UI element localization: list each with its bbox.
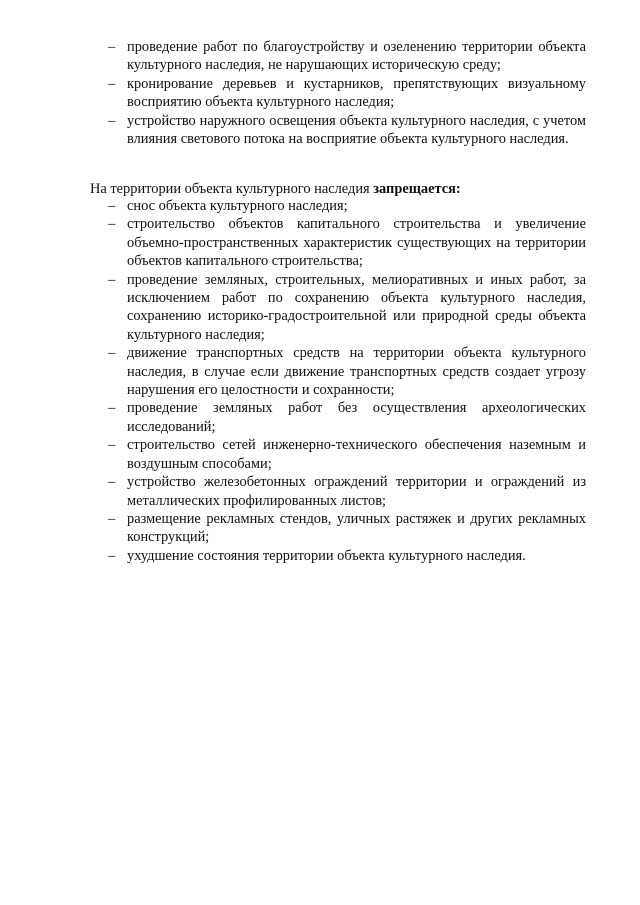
list-item xyxy=(108,436,586,473)
list-item-text: ухудшение состояния территории объекта культурного наследия. xyxy=(127,547,526,564)
prohibited-intro xyxy=(90,180,590,198)
list-item xyxy=(108,197,586,215)
list-item xyxy=(108,215,586,270)
list-item-text: проведение работ по благоустройству и озеленению территории объекта культурного наследия, не нарушающих историческую среду; xyxy=(127,39,586,74)
list-item-text: устройство наружного освещения объекта культурного наследия, с учетом влияния светового потока на восприятие объекта культурного наследия. xyxy=(127,112,586,148)
list-marker: – xyxy=(108,400,116,417)
list-item xyxy=(108,75,586,112)
list-item xyxy=(108,547,586,565)
list-item-text: строительство сетей инженерно-технического обеспечения наземным и воздушным способами; xyxy=(127,437,586,472)
intro-text: На территории объекта культурного наследия xyxy=(90,181,374,197)
list-item-text: проведение земляных, строительных, мелиоративных и иных работ, за исключением работ по сохранению объекта культурного наследия, сохранению историко-градостроительной или природной среды объекта культурного наследия; xyxy=(127,271,586,343)
list-item-text: размещение рекламных стендов, уличных растяжек и других рекламных конструкций; xyxy=(127,510,586,546)
list-item xyxy=(108,112,586,149)
list-item xyxy=(108,271,586,345)
list-marker: – xyxy=(108,510,116,527)
list-marker: – xyxy=(108,345,116,362)
list-item xyxy=(108,473,586,510)
list-marker: – xyxy=(108,474,116,491)
list-marker: – xyxy=(108,437,116,454)
list-item xyxy=(108,399,586,436)
list-item-text: устройство железобетонных ограждений территории и ограждений из металлических профилированных листов; xyxy=(127,474,586,509)
list-item-text: движение транспортных средств на территории объекта культурного наследия, в случае если движение транспортных средств создает угрозу нарушения его целостности и сохранности; xyxy=(127,345,586,399)
list-item-text: кронирование деревьев и кустарников, препятствующих визуальному восприятию объекта культурного наследия; xyxy=(127,75,586,111)
list-item xyxy=(108,38,586,75)
list-marker: – xyxy=(108,112,116,129)
list-item-text: проведение земляных работ без осуществления археологических исследований; xyxy=(127,400,586,435)
list-marker: – xyxy=(108,271,116,288)
list-marker: – xyxy=(108,198,116,214)
list-item xyxy=(108,344,586,399)
list-marker: – xyxy=(108,547,116,564)
list-item xyxy=(108,510,586,547)
list-marker: – xyxy=(108,216,116,233)
list-marker: – xyxy=(108,39,116,55)
permitted-works-list xyxy=(108,38,586,148)
list-marker: – xyxy=(108,75,116,92)
intro-emphasis: запрещается: xyxy=(373,181,461,197)
prohibited-works-list xyxy=(108,197,586,565)
list-item-text: снос объекта культурного наследия; xyxy=(127,198,348,214)
list-item-text: строительство объектов капитального строительства и увеличение объемно-пространственных характеристик существующих на территории объектов капитального строительства; xyxy=(127,216,586,270)
